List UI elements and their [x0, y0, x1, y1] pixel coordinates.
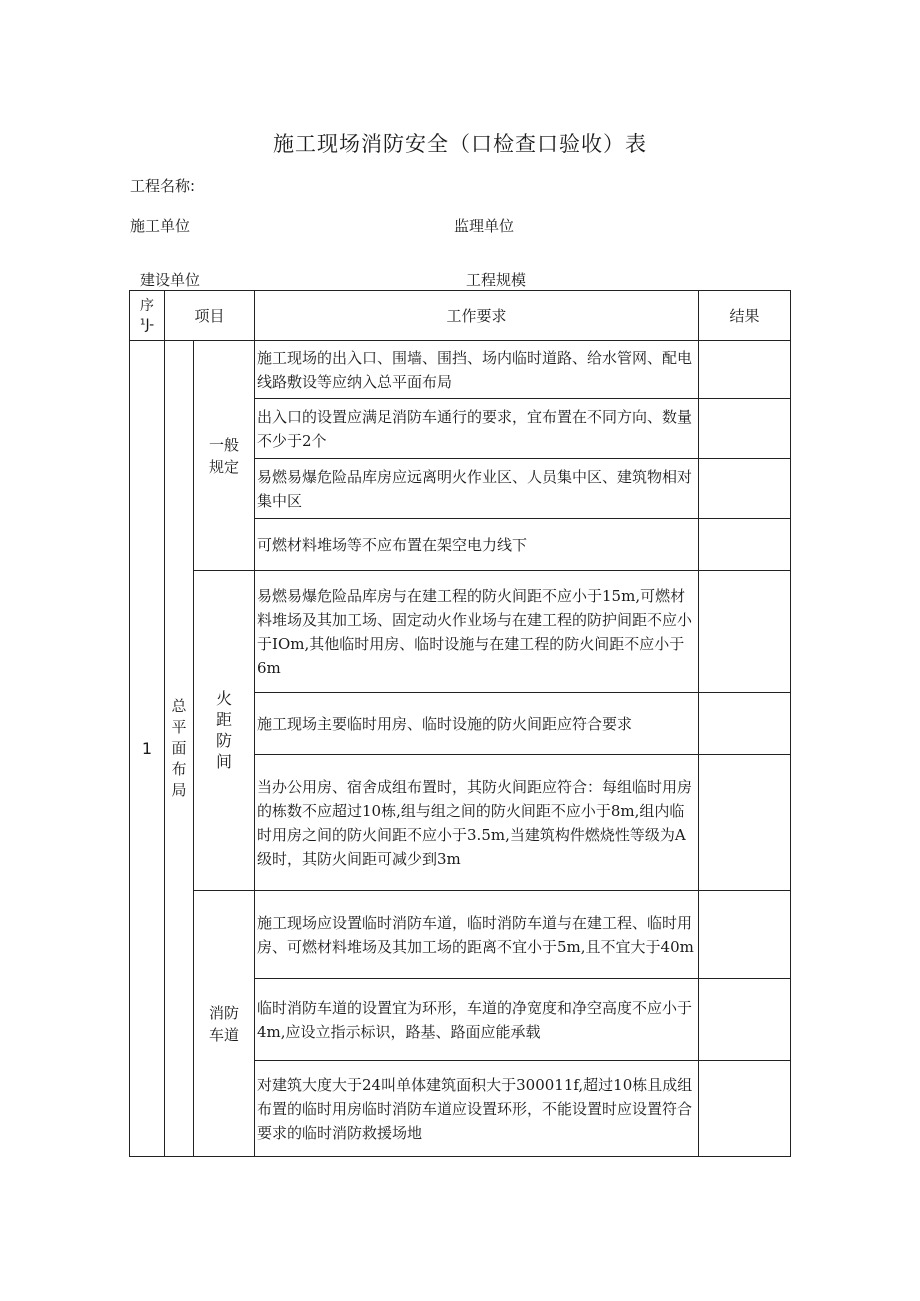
result-cell: [699, 341, 791, 399]
section-label: [165, 341, 194, 1157]
table-row: [130, 571, 791, 693]
result-cell: [699, 571, 791, 693]
requirement-cell: 施工现场应设置临时消防车道，临时消防车道与在建工程、临时用房、可燃材料堆场及其加工场的距离不宜小于5m,且不宜大于40m: [255, 891, 699, 979]
group-label: [194, 341, 255, 571]
requirement-cell: 可燃材料堆场等不应布置在架空电力线下: [255, 519, 699, 571]
section-label-text: 总平面布局: [171, 697, 187, 799]
table-header-row: [130, 291, 791, 341]
result-cell: [699, 755, 791, 891]
group-label: [194, 891, 255, 1157]
group-label-text: 火距防间: [216, 689, 233, 771]
supervision-unit-label: 监理单位: [454, 217, 515, 235]
seq-number: 1: [130, 341, 165, 1157]
project-name-label: 工程名称:: [130, 177, 196, 195]
result-cell: [699, 891, 791, 979]
result-cell: [699, 399, 791, 459]
result-cell: [699, 693, 791, 755]
result-cell: [699, 1061, 791, 1157]
result-cell: [699, 979, 791, 1061]
table-row: [130, 341, 791, 399]
inspection-table: [129, 290, 791, 1157]
result-cell: [699, 519, 791, 571]
page-title: 施工现场消防安全（口检查口验收）表: [273, 132, 647, 156]
header-result: 结果: [699, 291, 791, 341]
construction-unit-label: 施工单位: [130, 217, 191, 235]
builder-unit-label: 建设单位: [140, 271, 201, 289]
requirement-cell: 临时消防车道的设置宜为环形，车道的净宽度和净空高度不应小于4m,应设立指示标识，路基、路面应能承载: [255, 979, 699, 1061]
requirement-cell: 施工现场主要临时用房、临时设施的防火间距应符合要求: [255, 693, 699, 755]
project-scale-label: 工程规模: [466, 271, 527, 289]
header-requirement: 工作要求: [255, 291, 699, 341]
group-label-text: 一般规定: [208, 435, 239, 476]
requirement-cell: 出入口的设置应满足消防车通行的要求，宜布置在不同方向、数量不少于2个: [255, 399, 699, 459]
table-row: [130, 891, 791, 979]
requirement-cell: 施工现场的出入口、围墙、围挡、场内临时道路、给水管网、配电线路敷设等应纳入总平面布局: [255, 341, 699, 399]
header-seq-line2: ¹J-: [139, 316, 155, 333]
requirement-cell: 当办公用房、宿舍成组布置时，其防火间距应符合：每组临时用房的栋数不应超过10栋,组与组之间的防火间距不应小于8m,组内临时用房之间的防火间距不应小于3.5m,当建筑构件燃烧性等级为A级时，其防火间距可减少到3m: [255, 755, 699, 891]
requirement-cell: 易燃易爆危险品库房与在建工程的防火间距不应小于15m,可燃材料堆场及其加工场、固定动火作业场与在建工程的防护间距不应小于IOm,其他临时用房、临时设施与在建工程的防火间距不应小于6m: [255, 571, 699, 693]
header-item: 项目: [165, 291, 255, 341]
group-label-text: 消防车道: [208, 1003, 239, 1044]
header-seq: [130, 291, 165, 341]
requirement-cell: 对建筑大度大于24叫单体建筑面积大于300011f,超过10栋且成组布置的临时用房临时消防车道应设置环形，不能设置时应设置符合要求的临时消防救援场地: [255, 1061, 699, 1157]
header-seq-line1: 序: [140, 297, 154, 314]
requirement-cell: 易燃易爆危险品库房应远离明火作业区、人员集中区、建筑物相对集中区: [255, 459, 699, 519]
result-cell: [699, 459, 791, 519]
group-label: [194, 571, 255, 891]
